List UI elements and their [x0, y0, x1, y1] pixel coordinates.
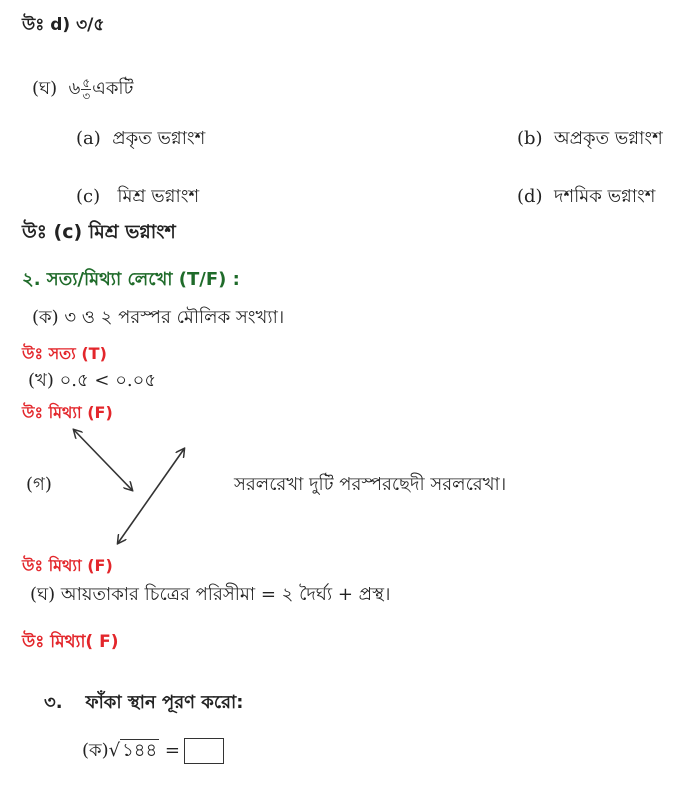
- tf-item-gha: (ঘ) আয়তাকার চিত্রের পরিসীমা = ২ দৈর্ঘ্য + প্রস্থ।: [30, 584, 391, 605]
- section-3-title: ফাঁকা স্থান পূরণ করো:: [85, 692, 244, 713]
- question-gha: [32, 74, 133, 105]
- option-a: [76, 124, 205, 155]
- fill-blank-item-ka: [82, 736, 224, 767]
- section-3-heading: [44, 688, 243, 719]
- radicand: ১৪৪: [122, 740, 158, 761]
- section-2-heading: ২. সত্য/মিথ্যা লেখো (T/F) :: [22, 269, 240, 290]
- tf-answer-kha: উঃ মিথ্যা (F): [22, 403, 113, 422]
- option-c: [76, 182, 199, 213]
- tf-item-ka: (ক) ৩ ও ২ পরস্পর মৌলিক সংখ্যা।: [32, 307, 285, 328]
- option-text: দশমিক ভগ্নাংশ: [554, 186, 656, 207]
- option-letter: (d): [517, 186, 543, 207]
- answer-blank-box[interactable]: [184, 738, 224, 764]
- option-text: অপ্রকৃত ভগ্নাংশ: [554, 128, 663, 149]
- item-marker: (ক): [82, 740, 109, 761]
- option-letter: (b): [517, 128, 543, 149]
- question-marker: (ঘ): [32, 78, 58, 99]
- sqrt-sign: √: [108, 740, 121, 761]
- answer-value: d) ৩/৫: [50, 15, 105, 35]
- tf-item-kha: (খ) ০.৫ < ০.০৫: [28, 370, 157, 391]
- mixed-fraction-whole: ৬: [68, 78, 81, 99]
- tf-item-ga-marker: (গ): [26, 474, 52, 495]
- tf-answer-ka: উঃ সত্য (T): [22, 344, 107, 363]
- option-text: প্রকৃত ভগ্নাংশ: [112, 128, 206, 149]
- answer-gha: উঃ (c) মিশ্র ভগ্নাংশ: [22, 221, 176, 243]
- answer-label: উঃ: [22, 15, 45, 35]
- option-b: [517, 124, 663, 155]
- fraction-denominator: ৩: [82, 88, 91, 103]
- option-text: মিশ্র ভগ্নাংশ: [117, 186, 200, 207]
- mixed-fraction: [81, 77, 91, 102]
- option-letter: (a): [76, 128, 101, 149]
- line-one: [74, 430, 132, 490]
- previous-answer: [22, 12, 104, 40]
- fraction-numerator: ৫: [82, 75, 91, 90]
- equals-sign: =: [164, 740, 180, 761]
- option-letter: (c): [76, 186, 101, 207]
- tf-answer-ga: উঃ মিথ্যা (F): [22, 556, 113, 575]
- line-two: [118, 449, 184, 543]
- option-d: [517, 182, 655, 213]
- tf-item-ga: সরলরেখা দুটি পরস্পরছেদী সরলরেখা।: [234, 474, 507, 495]
- intersecting-lines-figure: [60, 415, 200, 555]
- question-suffix: একটি: [92, 78, 134, 99]
- tf-answer-gha: উঃ মিথ্যা( F): [22, 632, 119, 652]
- section-3-number: ৩.: [44, 692, 63, 713]
